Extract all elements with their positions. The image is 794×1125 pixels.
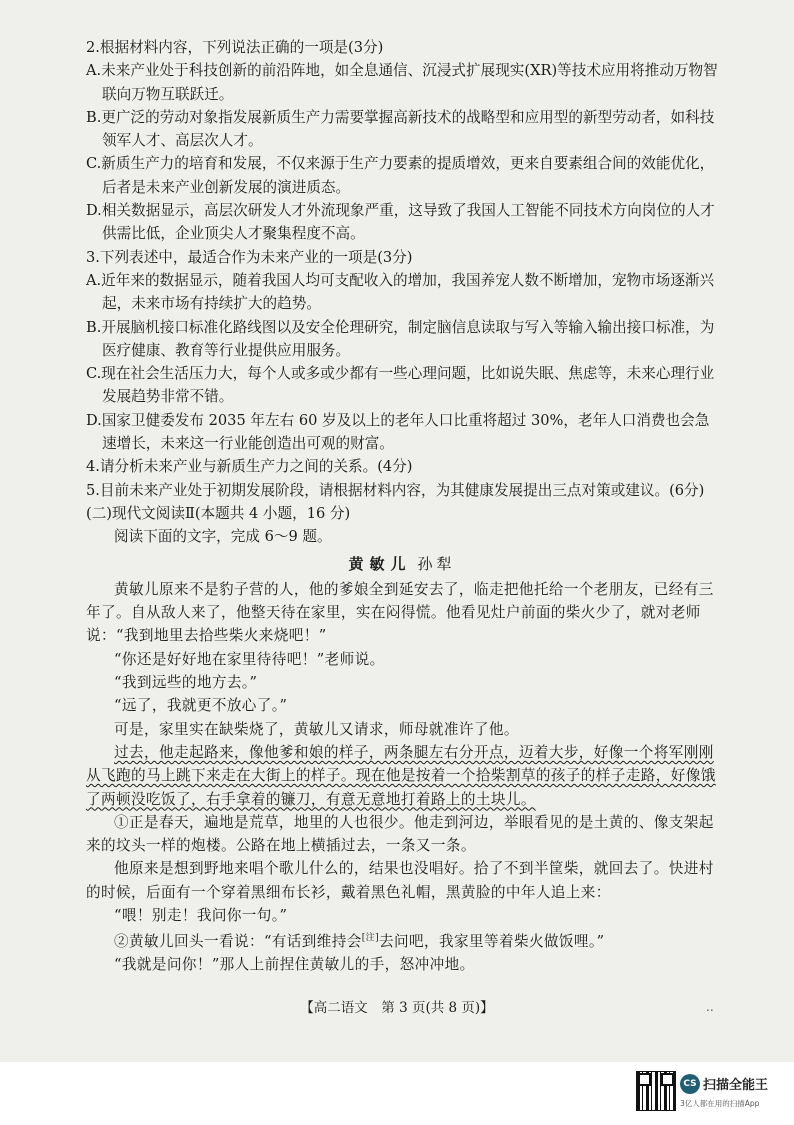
story-paragraph-8: 他原来是想到野地来唱个歌儿什么的，结果也没唱好。拾了不到半筐柴，就回去了。快进村的时候，后面有一个穿着黑细布长衫，戴着黑色礼帽，黑黄脸的中年人追上来： xyxy=(86,860,714,901)
question-2-stem: 2.根据材料内容，下列说法正确的一项是(3分) xyxy=(86,39,384,56)
footer-mark: .. xyxy=(706,1000,714,1014)
page-content xyxy=(86,36,718,977)
story-paragraph-3: “我到远些的地方去。” xyxy=(114,674,258,692)
story-paragraph-11: “我就是问你！”那人上前捏住黄敏儿的手，怒冲冲地。 xyxy=(114,956,475,974)
question-2-option-c: C.新质生产力的培育和发展，不仅来源于生产力要素的提质增效，更来自要素组合间的效能优化，后者是未来产业创新发展的演进质态。 xyxy=(86,155,715,196)
question-3-option-d: D.国家卫健委发布 2035 年左右 60 岁及以上的老年人口比重将超过 30%，老年人口消费也会急速增长，未来这一行业能创造出可观的财富。 xyxy=(86,411,710,453)
qr-code-icon xyxy=(636,1071,676,1111)
story-title-text: 黄敏儿 xyxy=(348,554,412,573)
story-paragraph-7: ①正是春天，遍地是荒草，地里的人也很少。他走到河边，举眼看见的是土黄的、像支架起来的坟头一样的炮楼。公路在地上横插过去，一条又一条。 xyxy=(86,813,714,855)
footnote-marker: [注] xyxy=(361,933,379,944)
story-paragraph-4: “远了，我就更不放心了。” xyxy=(114,697,288,715)
question-3-stem: 3.下列表述中，最适合作为未来产业的一项是(3分) xyxy=(86,248,413,266)
story-paragraph-1: 黄敏儿原来不是豹子营的人，他的爹娘全到延安去了，临走把他托给一个老朋友，已经有三年了。自从敌人来了，他整天待在家里，实在闷得慌。他看见灶户前面的柴火少了，就对老师说：“我到地里去拾些柴火来烧吧！” xyxy=(86,580,714,645)
question-2-option-d: D.相关数据显示，高层次研发人才外流现象严重，这导致了我国人工智能不同技术方向岗位的人才供需比低，企业顶尖人才聚集程度不高。 xyxy=(86,202,715,243)
story-paragraph-2: “你还是好好地在家里待待吧！”老师说。 xyxy=(114,650,385,668)
story-paragraph-10-part-2: 去问吧，我家里等着柴火做饭哩。” xyxy=(379,933,605,951)
page-footer: 【高二语文 第 3 页(共 8 页)】 xyxy=(300,1000,494,1016)
question-3-option-c: C.现在社会生活压力大，每个人或多或少都有一些心理问题，比如说失眠、焦虑等，未来心理行业发展趋势非常不错。 xyxy=(86,365,715,406)
story-paragraph-5: 可是，家里实在缺柴烧了，黄敏儿又请求，师母就准许了他。 xyxy=(114,720,519,738)
question-5: 5.目前未来产业处于初期发展阶段，请根据材料内容，为其健康发展提出三点对策或建议。(6分) xyxy=(86,481,705,499)
camscanner-logo: CS xyxy=(680,1074,700,1094)
story-paragraph-6 xyxy=(86,741,718,811)
story-paragraph-10 xyxy=(86,927,718,953)
reading-instruction: 阅读下面的文字，完成 6～9 题。 xyxy=(114,528,332,546)
scanner-tagline: 3亿人都在用的扫描App xyxy=(680,1099,760,1108)
question-3-option-a: A.近年来的数据显示，随着我国人均可支配收入的增加，我国养宠人数不断增加，宠物市场逐渐兴起，未来市场有持续扩大的趋势。 xyxy=(86,271,715,313)
question-3-option-b: B.开展脑机接口标准化路线图以及安全伦理研究，制定脑信息读取与写入等输入输出接口标准，为医疗健康、教育等行业提供应用服务。 xyxy=(86,318,715,359)
section-heading: (二)现代文阅读Ⅱ(本题共 4 小题，16 分) xyxy=(86,504,351,522)
scanner-badge xyxy=(636,1071,788,1111)
story-title xyxy=(86,553,718,576)
question-2-option-a: A.未来产业处于科技创新的前沿阵地，如全息通信、沉浸式扩展现实(XR)等技术应用将推动万物智联向万物互联跃迁。 xyxy=(86,62,718,103)
question-4: 4.请分析未来产业与新质生产力之间的关系。(4分) xyxy=(86,458,413,476)
question-2-option-b: B.更广泛的劳动对象指发展新质生产力需要掌握高新技术的战略型和应用型的新型劳动者，如科技领军人才、高层次人才。 xyxy=(86,108,715,150)
story-paragraph-10-part-1: ②黄敏儿回头一看说：“有话到维持会 xyxy=(114,933,362,951)
underlined-passage: 过去，他走起路来，像他爹和娘的样子，两条腿左右分开点，迈着大步，好像一个将军刚刚从飞跑的马上跳下来走在大街上的样子。现在他是按着一个拾柴割草的孩子的样子走路，好像饿了两顿没吃饭了，右手拿着的镰刀，有意无意地打着路上的土块儿。 xyxy=(86,743,716,808)
story-author: 孙犁 xyxy=(417,554,456,573)
story-paragraph-9: “喂！别走！我问你一句。” xyxy=(114,906,288,924)
scanner-brand-name: 扫描全能王 xyxy=(703,1078,769,1093)
